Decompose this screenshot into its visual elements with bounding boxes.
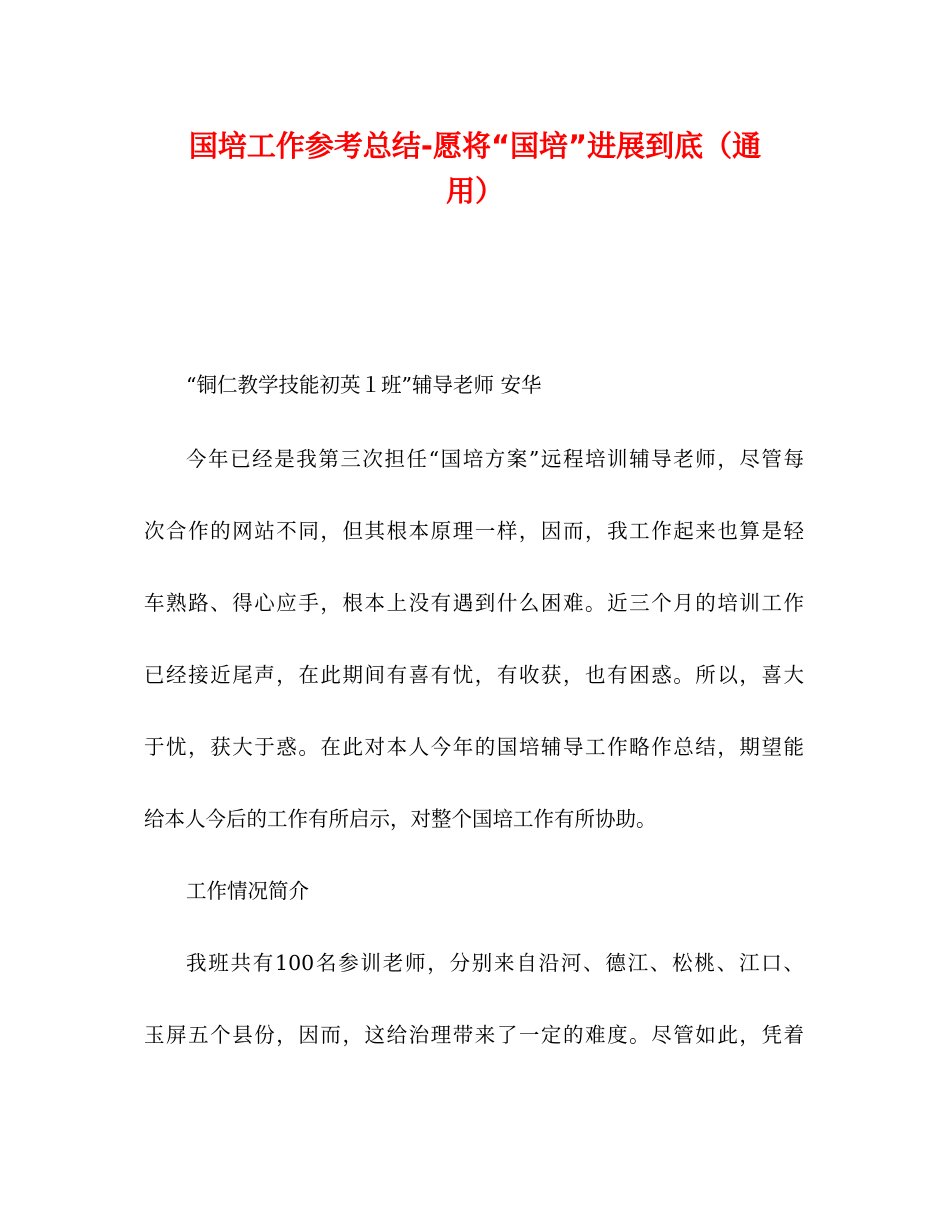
paragraph-1-line-4: 已经接近尾声，在此期间有喜有忧，有收获，也有困惑。所以，喜大 <box>144 663 804 687</box>
paragraph-1-line-2: 次合作的网站不同，但其根本原理一样，因而，我工作起来也算是轻 <box>144 519 804 543</box>
document-title-line-1: 国培工作参考总结-愿将“国培”进展到底（通 <box>188 129 762 163</box>
paragraph-1-line-3: 车熟路、得心应手，根本上没有遇到什么困难。近三个月的培训工作 <box>144 591 804 615</box>
document-title-line-2: 用） <box>445 174 504 208</box>
paragraph-2-line-2: 玉屏五个县份，因而，这给治理带来了一定的难度。尽管如此，凭着 <box>144 1023 804 1047</box>
paragraph-1-line-6: 给本人今后的工作有所启示，对整个国培工作有所协助。 <box>144 807 657 831</box>
byline: “铜仁教学技能初英１班”辅导老师 安华 <box>186 373 542 397</box>
paragraph-1-line-5: 于忧，获大于惑。在此对本人今年的国培辅导工作略作总结，期望能 <box>144 735 804 759</box>
paragraph-2-line-1: 我班共有100名参训老师，分别来自沿河、德江、松桃、江口、 <box>186 951 804 975</box>
paragraph-1-line-1: 今年已经是我第三次担任“国培方案”远程培训辅导老师，尽管每 <box>186 447 804 471</box>
section-heading: 工作情况简介 <box>186 879 309 903</box>
